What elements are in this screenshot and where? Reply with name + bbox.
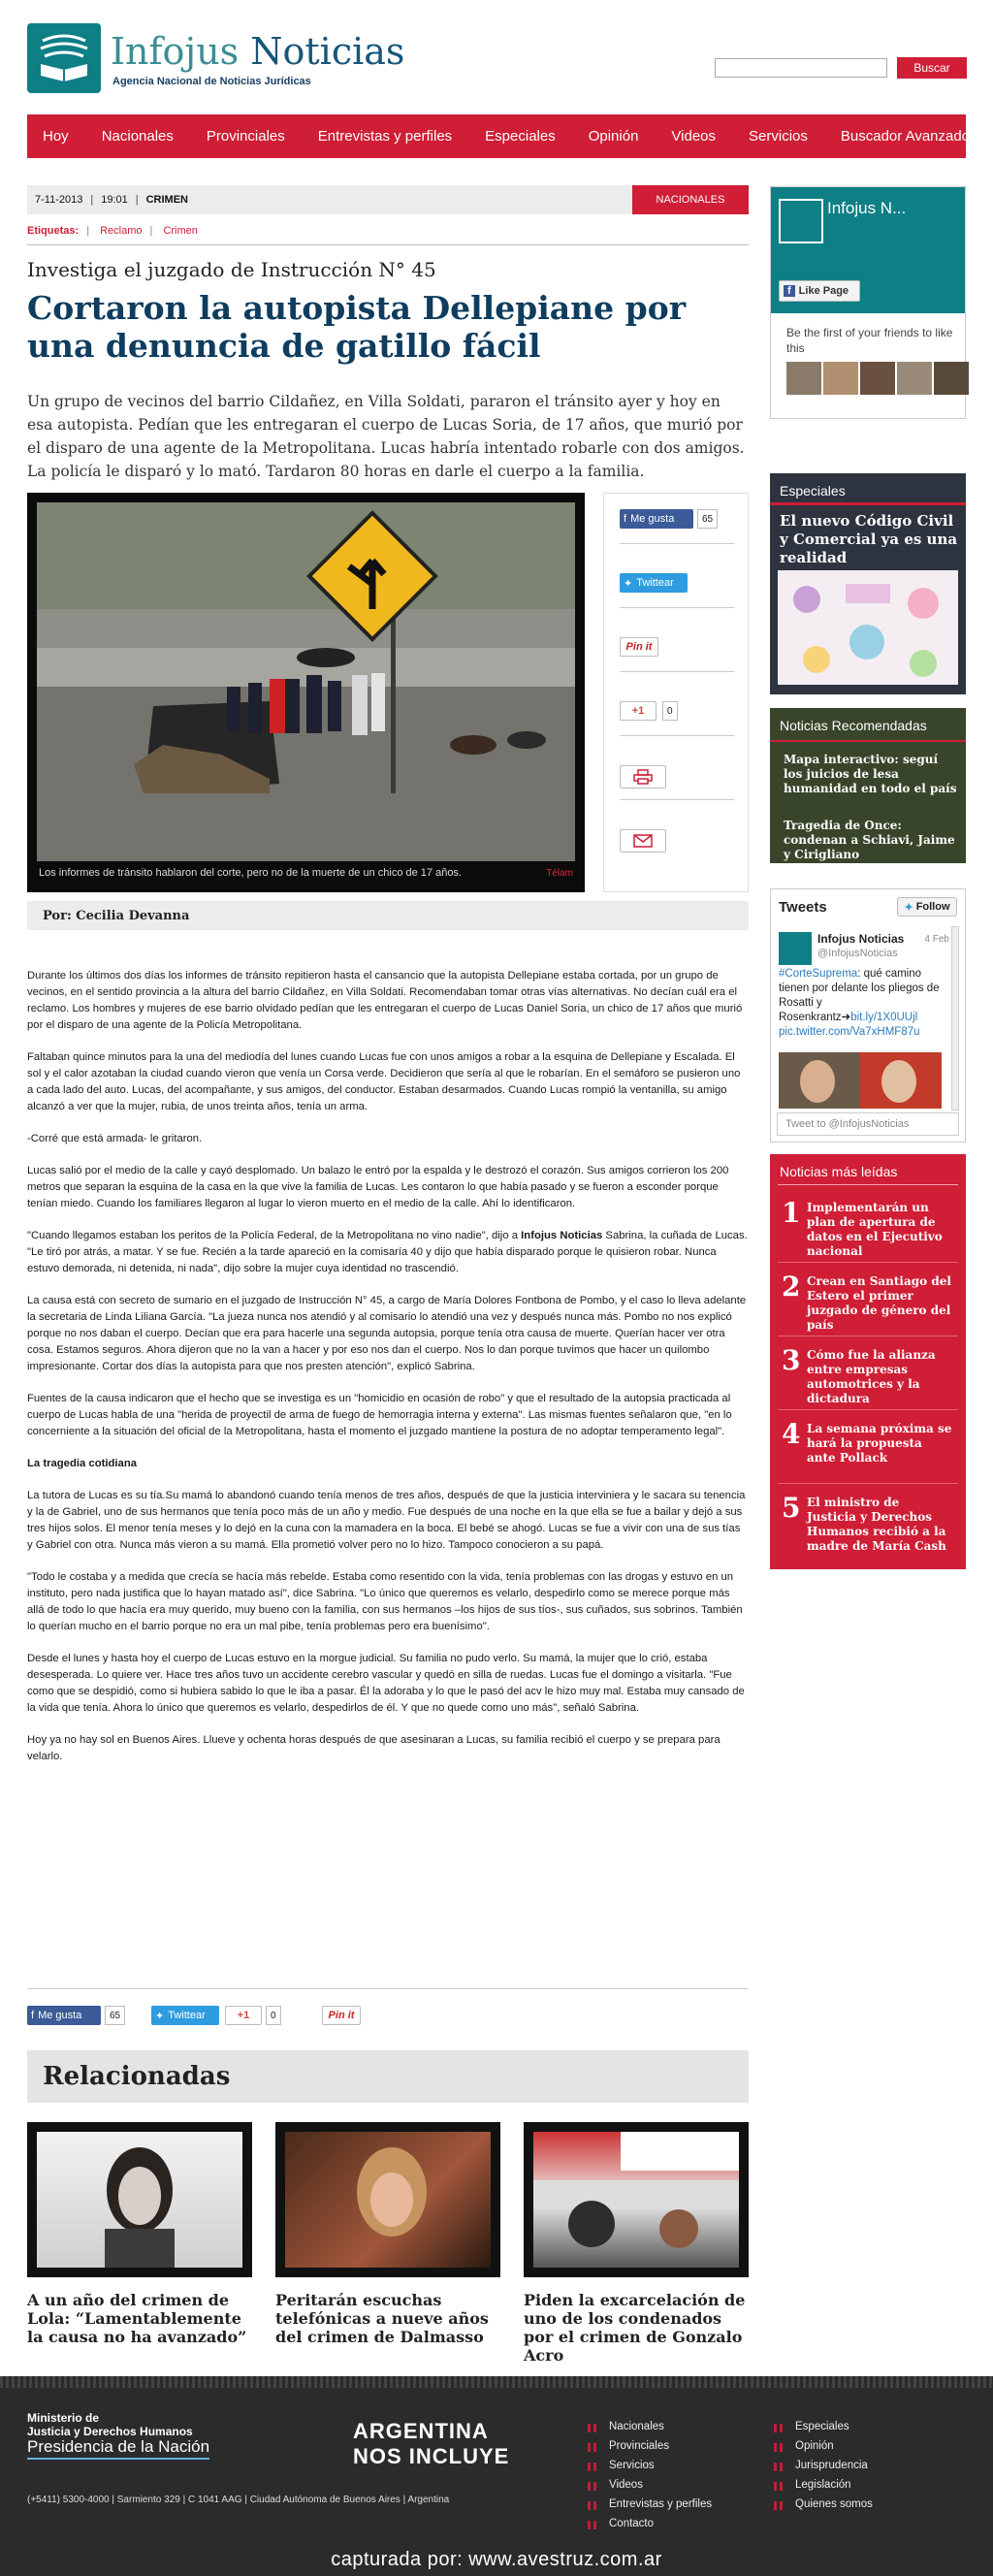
article-kicker: Investiga el juzgado de Instrucción N° 45 (27, 258, 436, 281)
divider (770, 502, 966, 505)
google-plus-count: 0 (662, 701, 678, 721)
tags-line: Etiquetas: | Reclamo | Crimen (27, 225, 198, 237)
facebook-friends-text: Be the first of your friends to like this (786, 326, 953, 355)
share-row-facebook (620, 501, 734, 544)
facebook-like-page-button[interactable]: f Like Page (779, 280, 860, 302)
article-meta: 7-11-2013 | 19:01 | CRIMEN (27, 185, 749, 214)
tag-link[interactable]: Crimen (163, 225, 198, 237)
article-category[interactable]: CRIMEN (145, 194, 188, 206)
footer-link[interactable]: Quienes somos (774, 2498, 873, 2510)
body-paragraph: Lucas salió por el medio de la calle y cayó desplomado. Un balazo le entró por la espalda y le destrozó el corazón. Sus amigos corrieron los 200 metros que separan la esquina de la casa en la que vive la familia de Lucas. Les contaron lo que había pasado y se fueron a esconder porque tenían miedo. Cuando los familiares llegaron al lugar lo vieron muerto en el medio de la calle. Ahí lo identificaron. (27, 1165, 729, 1209)
tweet-date[interactable]: 4 Feb (924, 934, 949, 945)
search-button[interactable]: Buscar (897, 57, 967, 79)
brand-name: Infojus Noticias (111, 30, 405, 73)
nav-item-especiales[interactable]: Especiales (485, 128, 556, 145)
facebook-faces (786, 362, 969, 395)
capture-watermark: capturada por: www.avestruz.com.ar (331, 2549, 662, 2570)
footer-link[interactable]: Nacionales (588, 2421, 664, 2432)
photo-caption: Los informes de tránsito hablaron del corte, pero no de la muerte de un chico de 17 años. (39, 867, 462, 879)
tweet-button[interactable]: ✦ Twittear (620, 573, 688, 593)
especiales-illustration[interactable] (778, 570, 958, 685)
pinterest-button[interactable]: Pin it (620, 637, 658, 657)
related-title[interactable]: Peritarán escuchas telefónicas a nueve años del crimen de Dalmasso (275, 2291, 489, 2346)
tweet-to-input[interactable]: Tweet to @InfojusNoticias (777, 1112, 959, 1136)
presidencia-logo[interactable]: Presidencia de la Nación (27, 2438, 209, 2460)
related-heading: Relacionadas (27, 2050, 749, 2103)
nav-item-entrevistas[interactable]: Entrevistas y perfiles (317, 128, 453, 145)
tweets-heading: Tweets (779, 899, 827, 916)
facebook-page-widget (770, 186, 966, 419)
search-input[interactable] (715, 58, 887, 78)
nav-item-opinion[interactable]: Opinión (588, 128, 639, 145)
footer-link[interactable]: Servicios (588, 2460, 655, 2471)
avatar[interactable] (823, 362, 858, 395)
pinterest-button[interactable]: Pin it (322, 2006, 361, 2025)
tag-link[interactable]: Reclamo (100, 225, 143, 237)
footer-address: (+5411) 5300-4000 | Sarmiento 329 | C 1041 AAG | Ciudad Autónoma de Buenos Aires | Argentina (27, 2495, 450, 2505)
recomendada-link[interactable]: Mapa interactivo: seguí los juicios de lesa humanidad en todo el país (784, 753, 957, 795)
recomendadas-heading: Noticias Recomendadas (780, 718, 927, 733)
body-paragraph: Desde el lunes y hasta hoy el cuerpo de Lucas estuvo en la morgue judicial. Su familia no pudo verlo. Su mamá, la mujer que lo crió, estaba desesperada. Lo quiere ver. Hace tres años tuvo un accidente cerebro vascular y quedó en silla de ruedas. Lucas fue el domingo a visitarla. "Fue como que se despidió, como si hubiera sabido lo que le iba a pasar. Él la adoraba y lo que le pasó del acv le hizo muy mal. Estaba muy cansado de la vida que tenía. Ahora lo único que queremos es velarlo, despedirlos de él. Y que no quede como uno más", señaló Sabrina. (27, 1653, 745, 1714)
divider (770, 740, 966, 742)
related-title[interactable]: Piden la excarcelación de uno de los condenados por el crimen de Gonzalo Acro (524, 2291, 746, 2365)
mas-leidas-widget (770, 1154, 966, 1569)
avatar[interactable] (779, 932, 812, 965)
body-paragraph: "Todo le costaba y a medida que crecía se hacía más rebelde. Estaba como resentido con la vida, tenía problemas con las drogas y estuvo en un instituto, pero nada justifica que lo hayan matado así", dice Sabrina. "Lo único que queremos es velarlo, despedirlo como se merece porque más allá de todo lo que hacía era muy querido, muy bueno con la familia, con sus hermanos –los hijos de sus tíos-, sus cuñados, sus sobrinos. También lo querían mucho en el barrio porque no era un mal pibe, tenía problemas pero era buenísimo". (27, 1571, 743, 1632)
recomendada-link[interactable]: Tragedia de Once: condenan a Schiavi, Jaime y Cirigliano (784, 819, 955, 861)
article-byline: Por: Cecilia Devanna (27, 901, 749, 930)
facebook-like-button[interactable]: f Me gusta (27, 2006, 101, 2025)
share-column (603, 493, 749, 892)
share-row-print (620, 736, 734, 800)
footer-link[interactable]: Provinciales (588, 2440, 669, 2452)
related-item[interactable] (524, 2122, 749, 2365)
body-paragraph: Faltaban quince minutos para la una del mediodía del lunes cuando Lucas fue con unos amigos a robar a la esquina de Dellepiane y Escalada. El sol y el calor azotaban la ciudad cuando vieron que venía un Corsa verde. Decidieron que sería al que le robarían. En el semáforo se pusieron uno a cada lado del auto. Lucas, del acompañante, y sus amigos, del conductor. Estaban desarmados. Cuando Lucas rompió la ventanilla, su amigo alcanzó a ver que la mujer, rubia, de unos treinta años, tenía un arma. (27, 1051, 741, 1112)
nav-item-hoy[interactable]: Hoy (43, 128, 69, 145)
facebook-like-count: 65 (105, 2006, 125, 2025)
article-body (27, 968, 749, 1781)
body-subheading: La tragedia cotidiana (27, 1458, 137, 1469)
footer-link[interactable]: Especiales (774, 2421, 849, 2432)
google-plus-button[interactable]: +1 (225, 2006, 262, 2025)
share-row-pinterest (620, 608, 734, 672)
thumbs-up-icon: f (624, 513, 627, 525)
thumbs-up-icon: f (31, 2010, 35, 2021)
nav-item-buscador[interactable]: Buscador Avanzado (840, 128, 971, 145)
divider (27, 1988, 749, 1989)
facebook-page-avatar[interactable] (779, 199, 823, 243)
tweet-link[interactable]: bit.ly/1X0UUjl pic.twitter.com/Va7xHMF87u (779, 1012, 920, 1038)
mas-leida-item[interactable]: 2 Crean en Santiago del Estero el primer juzgado de género del país (778, 1263, 958, 1336)
facebook-page-name[interactable]: Infojus N... (827, 199, 907, 217)
main-nav (27, 114, 971, 158)
related-thumbnail[interactable] (27, 2122, 252, 2277)
article-date: 7-11-2013 (35, 194, 83, 206)
related-thumbnail[interactable] (275, 2122, 500, 2277)
tweet-text: #CorteSuprema: qué camino tienen por delante los pliegos de Rosatti y Rosenkrantz➜bit.ly/1X0UUjl pic.twitter.com/Va7xHMF87u (779, 968, 940, 1038)
twitter-bird-icon: ✦ (155, 2010, 165, 2022)
body-paragraph: Durante los últimos dos días los informes de tránsito repitieron hasta el cansancio que la autopista Dellepiane estaba cortada, por un grupo de vecinos, en el sentido provincia a la altura del barrio Cildañez, en Villa Soldati. Recomendaban tomar otras vías alternativas. No decían cuál era el reclamo. Los hombres y mujeres de ese barrio olvidado pedían que les entregaran el cuerpo de Lucas Daniel Soria, un chico de 17 años que murió por el disparo de una agente de la Policía Metropolitana. (27, 970, 743, 1031)
twitter-widget (770, 888, 966, 1143)
footer-link[interactable]: Videos (588, 2479, 643, 2491)
print-button[interactable] (620, 765, 666, 789)
article-lead: Un grupo de vecinos del barrio Cildañez, en Villa Soldati, pararon el tránsito ayer y hoy en esa autopista. Pedían que les entregaran el cuerpo de Lucas Soria, de 17 años, que murió por el disparo de una agente de la Metropolitana. Lucas habría intentado robarle con dos amigos. La policía le disparó y lo mató. Tardaron 80 horas en darle el cuerpo a la familia. (27, 393, 745, 480)
share-row-googleplus (620, 672, 734, 736)
divider (778, 1184, 958, 1185)
body-paragraph: -Corré que está armada- le gritaron. (27, 1133, 203, 1144)
google-plus-button[interactable]: +1 (620, 701, 657, 721)
footer-link[interactable]: Entrevistas y perfiles (588, 2498, 712, 2510)
email-button[interactable] (620, 829, 666, 853)
mas-leida-item[interactable]: 4 La semana próxima se hará la propuesta ante Pollack (778, 1410, 958, 1484)
logo-book-icon (27, 23, 101, 93)
mas-leidas-heading: Noticias más leídas (780, 1164, 898, 1179)
twitter-bird-icon: ✦ (624, 577, 633, 590)
related-item[interactable] (275, 2122, 500, 2346)
site-logo[interactable] (27, 21, 405, 99)
related-item[interactable] (27, 2122, 252, 2346)
related-thumbnail[interactable] (524, 2122, 749, 2277)
facebook-like-button[interactable]: f Me gusta (620, 509, 693, 529)
nav-item-nacionales[interactable]: Nacionales (101, 128, 174, 145)
tweet-hashtag[interactable]: #CorteSuprema (779, 968, 858, 980)
related-title[interactable]: A un año del crimen de Lola: “Lamentablemente la causa no ha avanzado” (27, 2291, 247, 2346)
ministry-logo[interactable]: Ministerio de Justicia y Derechos Humanos (27, 2411, 193, 2438)
tweet-author[interactable]: Infojus Noticias (817, 932, 905, 946)
body-paragraph: La tutora de Lucas es su tía.Su mamá lo abandonó cuando tenía menos de tres años, después de que la justicia interviniera y le sacara su tenencia y la de Gabriel, uno de sus hermanos que tenía poco más de un año y medio. Fue después de una noche en la que ella se fue a bailar y dejó a sus tres hijos solos. El menor tenía meses y lo dejó en la cuna con la mamadera en la boca. El bebé se ahogó. Lucas se fue a vivir con una de sus tías y Gabriel con otra. Nunca más vieron a su mamá. Ella prometió volver pero no lo hizo. Tampoco conocieron a su papá. (27, 1490, 746, 1551)
share-bar-bottom (27, 2006, 749, 2029)
nav-item-videos[interactable]: Videos (671, 128, 717, 145)
site-footer (0, 2376, 993, 2576)
avatar[interactable] (934, 362, 969, 395)
body-paragraph: Fuentes de la causa indicaron que el hecho que se investiga es un "homicidio en ocasión de robo" y que el resultado de la autopsia practicada al cuerpo de Lucas habla de una "herida de proyectil de arma de fuego de hemorragia interna y externa". Las mismas fuentes señalaron que, "en lo concerniente a la situación del oficial de la Metropolitana, hasta el momento el juzgado mantiene la postura de no adoptar temperamento legal". (27, 1393, 732, 1437)
protest-photo (37, 502, 575, 861)
share-row-email (620, 800, 734, 864)
twitter-bird-icon: ✦ (904, 901, 913, 914)
twitter-follow-button[interactable]: ✦ Follow (897, 897, 957, 917)
facebook-icon: f (784, 285, 795, 297)
body-paragraph: La causa está con secreto de sumario en el juzgado de Instrucción N° 45, a cargo de María Dolores Fontbona de Pombo, y el caso lo lleva adelante la secretaria de Linda Liliana García. "La jueza nunca nos atendió y al comisario lo atendió una vez y después nunca más. Pombo no nos explicó porque no nos daban el cuerpo. Decían que era para hacerle una segunda autopsia, porque tenía otra causa de muerte. Querían hacer ver otra cosa. Estamos seguros. Ahora dijeron que no la van a hacer y por eso nos dan el cuerpo. Nos lo dan porque tuvimos que hacer un quilombo impresionante. Cortar dos días la autopista para que nos presten atención", explicó Sabrina. (27, 1295, 747, 1372)
envelope-icon (633, 834, 653, 848)
brand-tagline: Agencia Nacional de Noticias Jurídicas (112, 76, 311, 87)
photo-credit: Télam (546, 868, 573, 879)
article-time: 19:01 (101, 194, 128, 206)
avatar[interactable] (786, 362, 821, 395)
footer-link[interactable]: Jurisprudencia (774, 2460, 868, 2471)
footer-link[interactable]: Opinión (774, 2440, 834, 2452)
tweet-image[interactable] (779, 1052, 942, 1109)
tweet-handle[interactable]: @InfojusNoticias (817, 948, 898, 959)
share-row-twitter (620, 544, 734, 608)
printer-icon (633, 769, 653, 785)
especiales-heading: Especiales (780, 483, 846, 499)
google-plus-count: 0 (266, 2006, 281, 2025)
mas-leida-item[interactable]: 3 Cómo fue la alianza entre empresas automotrices y la dictadura (778, 1336, 958, 1410)
avatar[interactable] (897, 362, 932, 395)
tweet-button[interactable]: ✦ Twittear (151, 2006, 219, 2025)
divider (27, 244, 749, 245)
nav-item-provinciales[interactable]: Provinciales (206, 128, 285, 145)
mas-leida-item[interactable]: 1 Implementarán un plan de apertura de datos en el Ejecutivo nacional (778, 1189, 958, 1263)
avatar[interactable] (860, 362, 895, 395)
section-badge[interactable]: NACIONALES (632, 185, 749, 214)
footer-link[interactable]: Contacto (588, 2518, 654, 2529)
especiales-widget (770, 473, 966, 694)
article-headline: Cortaron la autopista Dellepiane por una denuncia de gatillo fácil (27, 289, 687, 365)
body-paragraph: Hoy ya no hay sol en Buenos Aires. Llueve y ochenta horas después de que asesinaran a Lucas, su familia recibió el cuerpo y se prepara para velarlo. (27, 1734, 721, 1762)
facebook-like-count: 65 (697, 509, 718, 529)
footer-link[interactable]: Legislación (774, 2479, 851, 2491)
article-photo (27, 493, 585, 892)
footer-pattern (0, 2376, 993, 2388)
tweets-scrollbar[interactable] (951, 926, 959, 1111)
body-paragraph: "Cuando llegamos estaban los peritos de la Policía Federal, de la Metropolitana no vino nadie", dijo a Infojus Noticias Sabrina, la cuñada de Lucas. "Le tiró por atrás, a matar. Y se fue. Recién a la tarde apareció en la comisaría 40 y dijo que había disparado porque le quisieron robar. Nunca estuvo demorada, ni detenida, ni nada", dijo sobre la mujer cuya identidad no trascendió. (27, 1230, 748, 1274)
especiales-link[interactable]: El nuevo Código Civil y Comercial ya es una realidad (780, 512, 958, 566)
recomendadas-widget (770, 708, 966, 863)
mas-leida-item[interactable]: 5 El ministro de Justicia y Derechos Humanos recibió a la madre de María Cash (782, 1492, 946, 1553)
argentina-logo[interactable]: ARGENTINA NOS INCLUYE (353, 2419, 510, 2468)
tags-label: Etiquetas: (27, 225, 80, 237)
nav-item-servicios[interactable]: Servicios (749, 128, 808, 145)
